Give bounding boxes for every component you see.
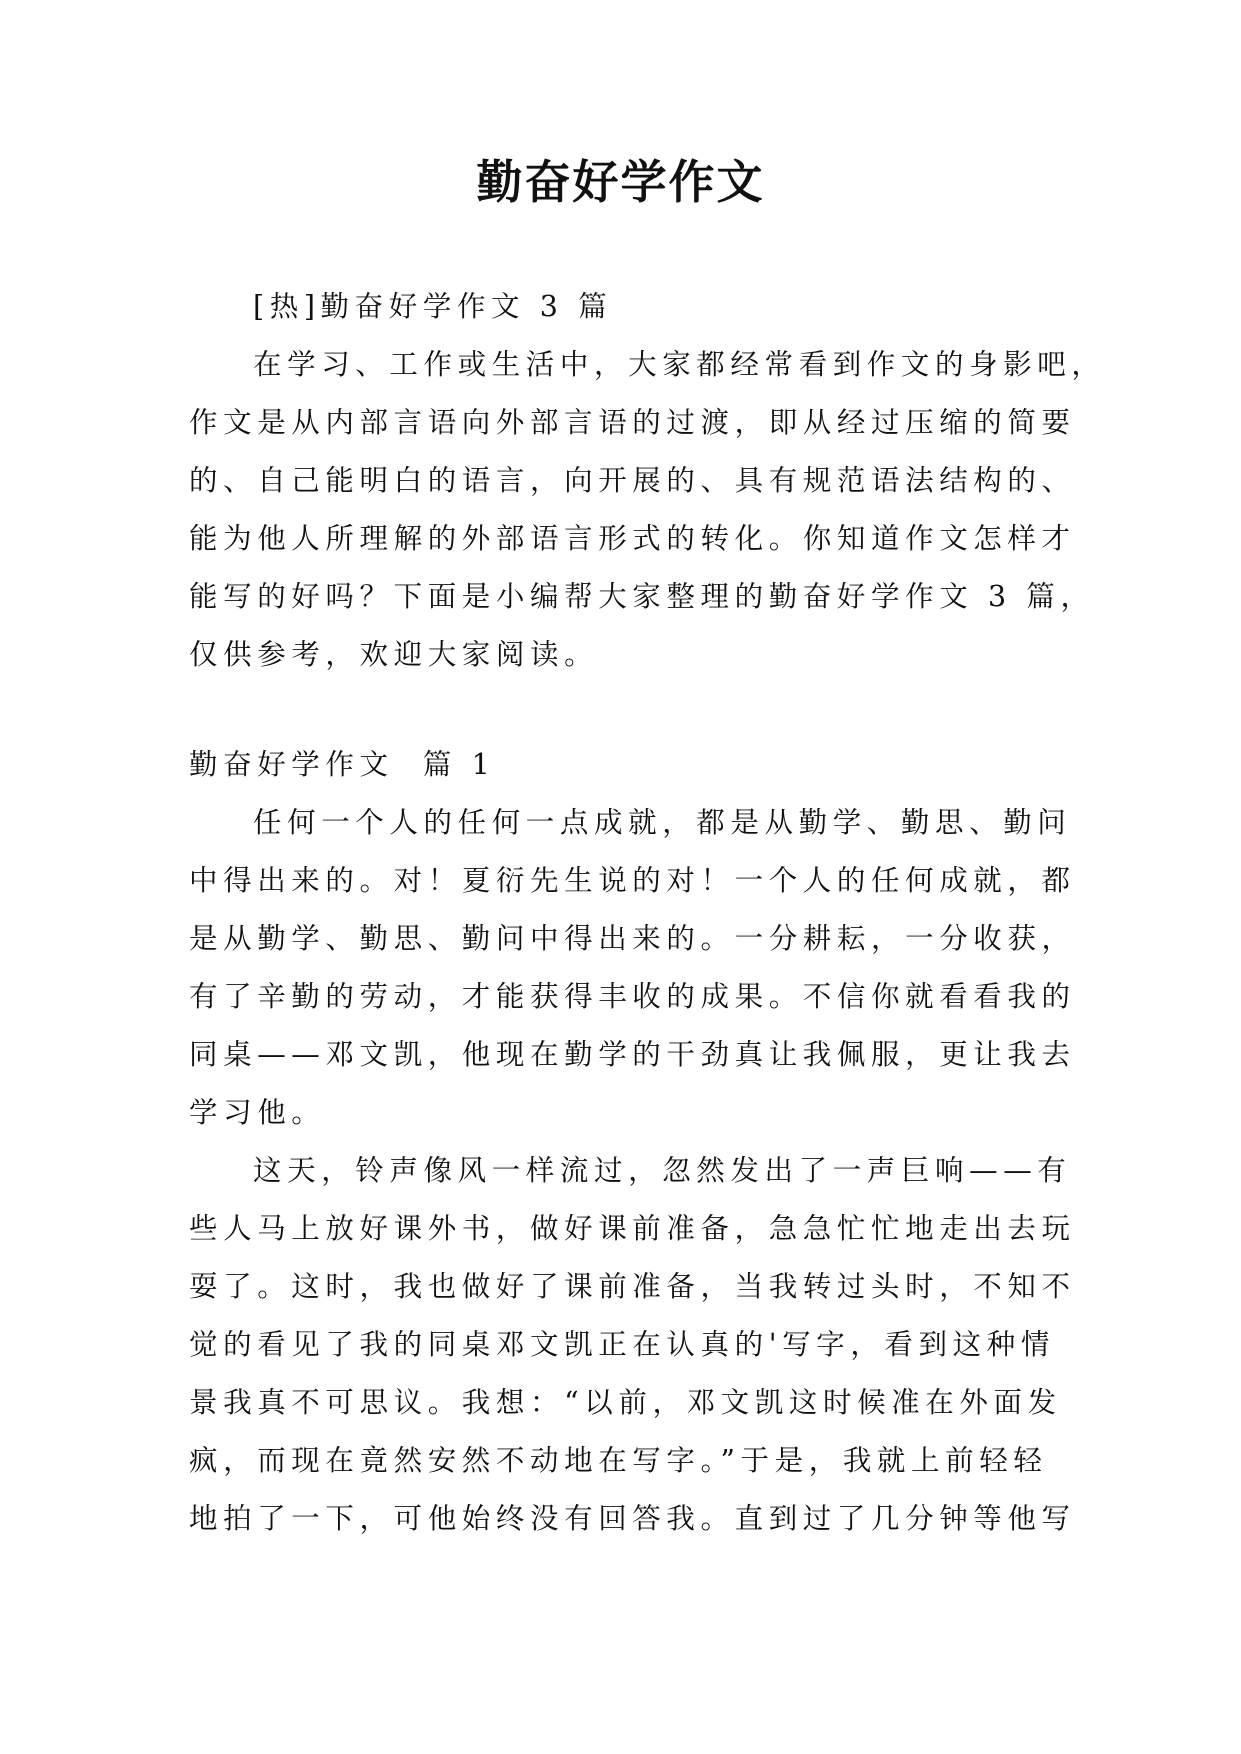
paragraph-line: 同桌——邓文凯，他现在勤学的干劲真让我佩服，更让我去 bbox=[189, 1038, 1076, 1071]
intro-paragraph bbox=[189, 336, 1106, 684]
section-heading: 勤奋好学作文 篇 1 bbox=[189, 748, 496, 781]
paragraph-line: 这天，铃声像风一样流过，忽然发出了一声巨响——有 bbox=[253, 1154, 1072, 1187]
paragraph-line: 中得出来的。对！夏衍先生说的对！一个人的任何成就，都 bbox=[189, 864, 1076, 897]
intro-line: 的、自己能明白的语言，向开展的、具有规范语法结构的、 bbox=[189, 464, 1076, 497]
paragraph-2 bbox=[189, 1142, 1076, 1548]
intro-line: 仅供参考，欢迎大家阅读。 bbox=[189, 638, 599, 671]
intro-line: 作文是从内部言语向外部言语的过渡，即从经过压缩的简要 bbox=[189, 406, 1076, 439]
intro-line: 在学习、工作或生活中，大家都经常看到作文的身影吧， bbox=[253, 348, 1106, 381]
paragraph-line: 觉的看见了我的同桌邓文凯正在认真的'写字，看到这种情 bbox=[189, 1328, 1055, 1361]
paragraph-1 bbox=[189, 794, 1076, 1142]
intro-line: 能写的好吗？下面是小编帮大家整理的勤奋好学作文 3 篇， bbox=[189, 580, 1095, 613]
document-body bbox=[189, 278, 1106, 1548]
subtitle: [热]勤奋好学作文 3 篇 bbox=[253, 290, 613, 323]
paragraph-line: 任何一个人的任何一点成就，都是从勤学、勤思、勤问 bbox=[253, 806, 1072, 839]
document-title: 勤奋好学作文 bbox=[476, 155, 765, 209]
paragraph-line: 学习他。 bbox=[189, 1096, 326, 1129]
paragraph-line: 景我真不可思议。我想：“以前，邓文凯这时候准在外面发 bbox=[189, 1386, 1062, 1419]
paragraph-line: 耍了。这时，我也做好了课前准备，当我转过头时，不知不 bbox=[189, 1270, 1076, 1303]
paragraph-line: 地拍了一下，可他始终没有回答我。直到过了几分钟等他写 bbox=[189, 1502, 1076, 1535]
paragraph-line: 些人马上放好课外书，做好课前准备，急急忙忙地走出去玩 bbox=[189, 1212, 1076, 1245]
intro-line: 能为他人所理解的外部语言形式的转化。你知道作文怎样才 bbox=[189, 522, 1076, 555]
paragraph-line: 有了辛勤的劳动，才能获得丰收的成果。不信你就看看我的 bbox=[189, 980, 1076, 1013]
paragraph-line: 是从勤学、勤思、勤问中得出来的。一分耕耘，一分收获， bbox=[189, 922, 1076, 955]
section-spacer bbox=[189, 684, 1061, 736]
paragraph-line: 疯，而现在竟然安然不动地在写字。”于是，我就上前轻轻 bbox=[189, 1444, 1048, 1477]
